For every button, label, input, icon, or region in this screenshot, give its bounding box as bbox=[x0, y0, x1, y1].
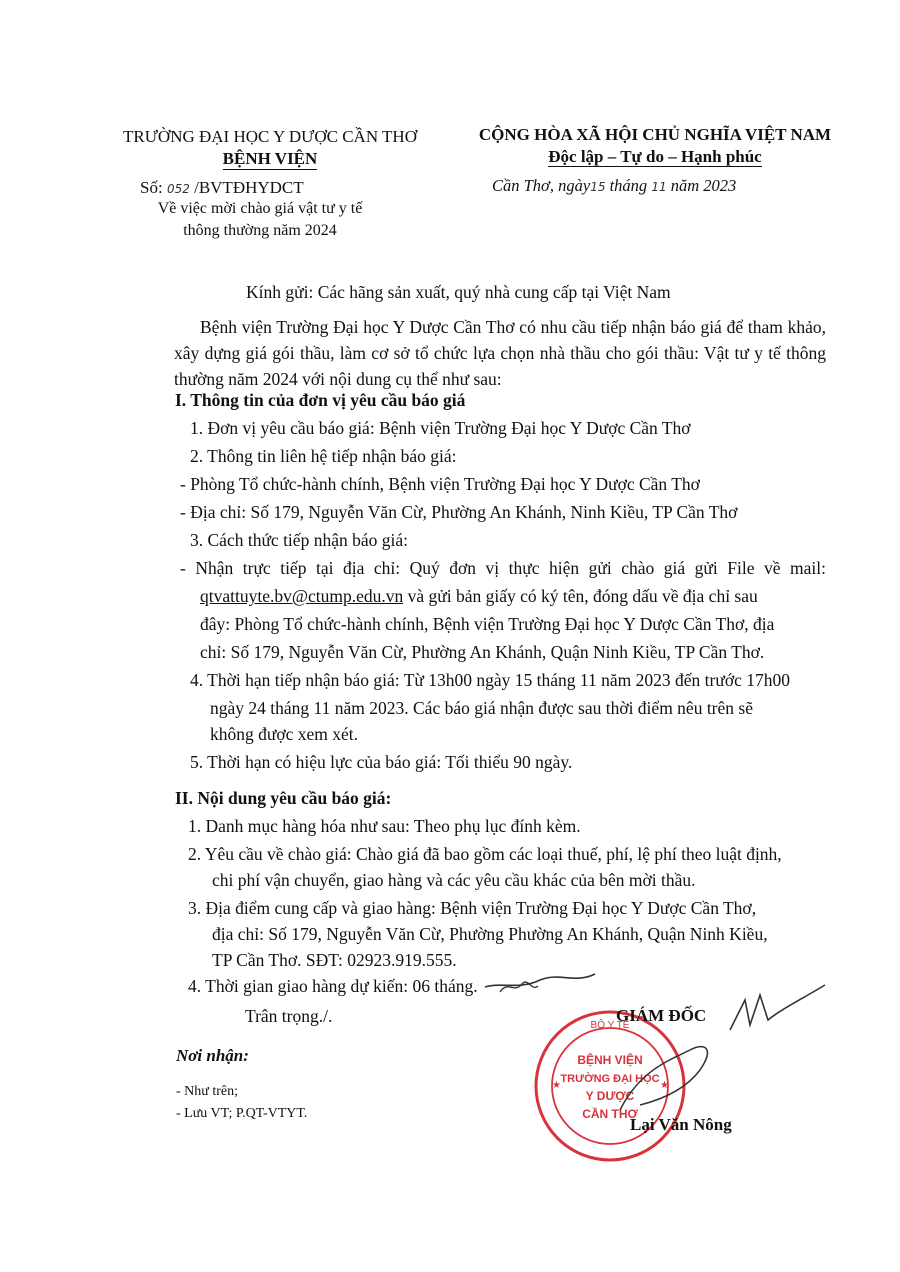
subject-line-2: thông thường năm 2024 bbox=[183, 222, 337, 239]
date-month: 11 bbox=[651, 180, 667, 194]
section-2-item-2-line-1: 2. Yêu cầu về chào giá: Chào giá đã bao gồm các loại thuế, phí, lệ phí theo luật định, bbox=[188, 844, 782, 864]
section-2-item-3-line-1: 3. Địa điểm cung cấp và giao hàng: Bệnh viện Trường Đại học Y Dược Cần Thơ, bbox=[188, 898, 757, 918]
subject-line-1: Về việc mời chào giá vật tư y tế bbox=[157, 200, 363, 217]
section-1-item-3a-line-3: đây: Phòng Tổ chức-hành chính, Bệnh viện Trường Đại học Y Dược Cần Thơ, địa bbox=[200, 614, 775, 634]
document-number bbox=[140, 178, 304, 198]
so-label: Số: bbox=[140, 178, 163, 197]
signature-flourish bbox=[610, 1030, 730, 1120]
email-link[interactable]: qtvattuyte.bv@ctump.edu.vn bbox=[200, 586, 404, 606]
header-left bbox=[110, 126, 430, 170]
section-1-item-3: 3. Cách thức tiếp nhận báo giá: bbox=[190, 530, 408, 550]
stamp-line-3: Y DƯỢC bbox=[585, 1089, 635, 1103]
subject bbox=[120, 198, 400, 242]
section-2-item-2-line-2: chi phí vận chuyển, giao hàng và các yêu cầu khác của bên mời thầu. bbox=[212, 870, 696, 890]
section-1-item-2b: - Địa chỉ: Số 179, Nguyễn Văn Cừ, Phường An Khánh, Ninh Kiều, TP Cần Thơ bbox=[180, 502, 738, 522]
stamp-star-right: ★ bbox=[660, 1080, 669, 1091]
section-1-title: I. Thông tin của đơn vị yêu cầu báo giá bbox=[175, 390, 466, 410]
section-2-item-4: 4. Thời gian giao hàng dự kiến: 06 tháng. bbox=[188, 976, 478, 996]
closing: Trân trọng./. bbox=[245, 1006, 333, 1026]
intro-paragraph: Bệnh viện Trường Đại học Y Dược Cần Thơ có nhu cầu tiếp nhận báo giá để tham khảo, xây dựng giá gói thầu, làm cơ sở tổ chức lựa chọn nhà thầu cho gói thầu: Vật tư y tế thông thường năm 2024 với nội dung cụ thể như sau: bbox=[174, 317, 826, 389]
so-number: 052 bbox=[166, 182, 190, 196]
date-day: 15 bbox=[590, 180, 606, 194]
so-suffix: /BVTĐHYDCT bbox=[194, 178, 304, 197]
section-1-item-3a-line-2-text: và gửi bản giấy có ký tên, đóng dấu về địa chỉ sau bbox=[403, 586, 758, 606]
section-1-item-3a-line-2 bbox=[200, 586, 758, 607]
section-1-item-4-line-3: không được xem xét. bbox=[210, 724, 359, 744]
date-prefix: Cần Thơ, ngày bbox=[492, 176, 591, 195]
section-2-item-3-line-2: địa chỉ: Số 179, Nguyễn Văn Cừ, Phường Phường An Khánh, Quận Ninh Kiều, bbox=[212, 924, 768, 944]
greeting: Kính gửi: Các hãng sản xuất, quý nhà cung cấp tại Việt Nam bbox=[246, 282, 671, 302]
signature-name: Lại Văn Nông bbox=[630, 1115, 732, 1134]
date-suffix: năm 2023 bbox=[670, 176, 737, 195]
handwritten-initial bbox=[480, 962, 600, 1002]
unit-name: BỆNH VIỆN bbox=[222, 149, 318, 168]
section-1-item-2: 2. Thông tin liên hệ tiếp nhận báo giá: bbox=[190, 446, 457, 466]
section-1-item-4-line-1: 4. Thời hạn tiếp nhận báo giá: Từ 13h00 ngày 15 tháng 11 năm 2023 đến trước 17h00 bbox=[190, 670, 790, 690]
stamp-top-text: BỘ Y TẾ bbox=[590, 1020, 630, 1031]
document-date bbox=[492, 176, 736, 196]
stamp-line-2: TRƯỜNG ĐẠI HỌC bbox=[560, 1073, 660, 1085]
stamp-star-left: ★ bbox=[552, 1080, 561, 1091]
org-name: TRƯỜNG ĐẠI HỌC Y DƯỢC CẦN THƠ bbox=[123, 127, 417, 146]
section-1-item-4-line-2: ngày 24 tháng 11 năm 2023. Các báo giá nhận được sau thời điểm nêu trên sẽ bbox=[210, 698, 753, 718]
section-1-item-5: 5. Thời hạn có hiệu lực của báo giá: Tối thiểu 90 ngày. bbox=[190, 752, 573, 772]
header-right bbox=[465, 124, 845, 168]
recipient-2: - Lưu VT; P.QT-VTYT. bbox=[176, 1106, 308, 1121]
stamp-line-4: CẦN THƠ bbox=[582, 1107, 638, 1121]
section-2-title: II. Nội dung yêu cầu báo giá: bbox=[175, 788, 392, 808]
section-1-item-2a: - Phòng Tổ chức-hành chính, Bệnh viện Trường Đại học Y Dược Cần Thơ bbox=[180, 474, 700, 494]
stamp-line-1: BỆNH VIỆN bbox=[577, 1053, 643, 1067]
signature-title: GIÁM ĐỐC bbox=[616, 1006, 707, 1025]
section-1-item-3a-line-4: chỉ: Số 179, Nguyễn Văn Cừ, Phường An Khánh, Quận Ninh Kiều, TP Cần Thơ. bbox=[200, 642, 765, 662]
section-1-item-3a-line-1: - Nhận trực tiếp tại địa chỉ: Quý đơn vị thực hiện gửi chào giá gửi File về mail: bbox=[180, 558, 826, 578]
date-mid: tháng bbox=[609, 176, 648, 195]
recipients-title: Nơi nhận: bbox=[176, 1046, 249, 1065]
section-2-item-1: 1. Danh mục hàng hóa như sau: Theo phụ lục đính kèm. bbox=[188, 816, 581, 836]
motto: Độc lập – Tự do – Hạnh phúc bbox=[548, 147, 762, 166]
recipient-1: - Như trên; bbox=[176, 1084, 239, 1099]
section-1-item-1: 1. Đơn vị yêu cầu báo giá: Bệnh viện Trường Đại học Y Dược Cần Thơ bbox=[190, 418, 691, 438]
nation-title: CỘNG HÒA XÃ HỘI CHỦ NGHĨA VIỆT NAM bbox=[478, 125, 832, 144]
section-2-item-3-line-3: TP Cần Thơ. SĐT: 02923.919.555. bbox=[212, 950, 457, 970]
